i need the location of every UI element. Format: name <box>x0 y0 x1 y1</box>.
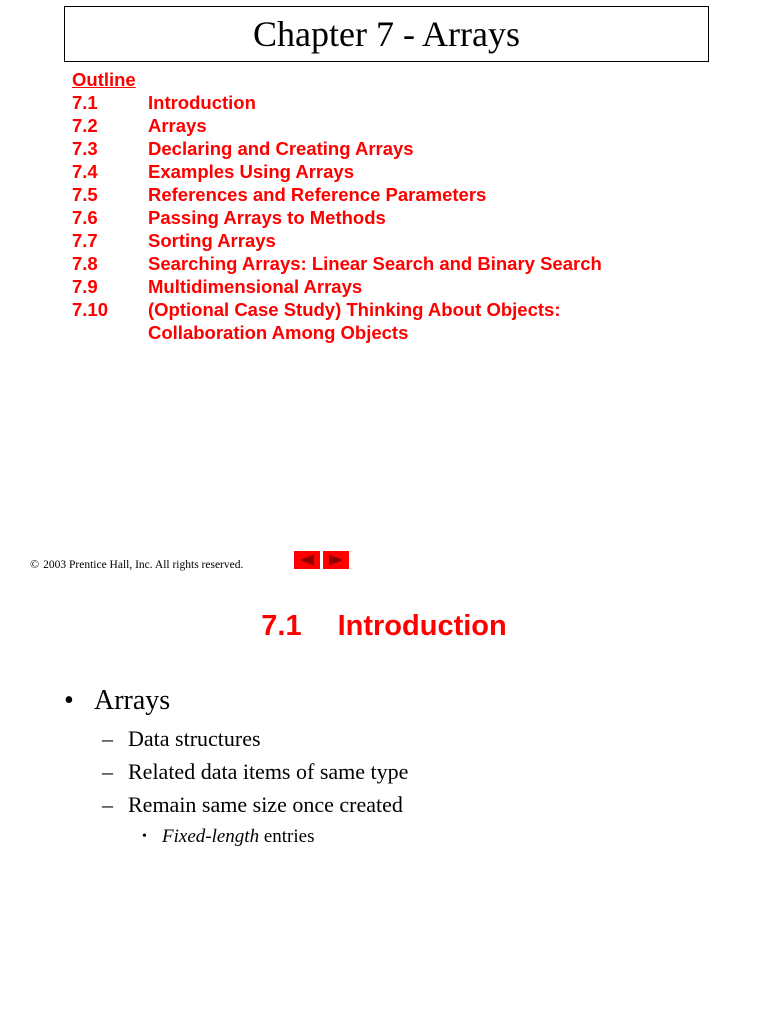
outline-item-label: Passing Arrays to Methods <box>148 207 386 228</box>
outline-item-label: Examples Using Arrays <box>148 161 354 182</box>
sub-bullet-text: Remain same size once created <box>128 792 403 817</box>
outline-item[interactable] <box>72 91 602 114</box>
outline-item[interactable] <box>72 252 602 275</box>
bullet-list <box>64 684 408 853</box>
dash-bullet-icon: – <box>102 726 113 751</box>
plain-text: entries <box>259 826 315 847</box>
sub-bullet-text: Related data items of same type <box>128 759 409 784</box>
left-arrow-icon <box>299 554 315 566</box>
next-slide-button[interactable] <box>323 551 349 569</box>
outline-item-number: 7.10 <box>72 299 109 320</box>
sub-sub-bullet-item <box>142 821 408 853</box>
previous-slide-button[interactable] <box>294 551 320 569</box>
outline-list <box>72 68 602 344</box>
outline-item[interactable] <box>72 137 602 160</box>
outline-item[interactable] <box>72 114 602 137</box>
outline-item[interactable] <box>72 183 602 206</box>
outline-item-label: Collaboration Among Objects <box>148 322 409 343</box>
outline-item-label: Searching Arrays: Linear Search and Binary Search <box>148 253 602 274</box>
slide-navigation <box>294 551 349 569</box>
outline-item-label: Arrays <box>148 115 207 136</box>
right-arrow-icon <box>328 554 344 566</box>
bullet-dot-icon: • <box>142 829 147 844</box>
copyright-icon: © <box>30 557 40 571</box>
outline-item-number <box>72 321 148 344</box>
chapter-title-box <box>64 6 709 62</box>
outline-item-number: 7.9 <box>72 276 98 297</box>
outline-item-number: 7.7 <box>72 230 98 251</box>
outline-item-number: 7.4 <box>72 161 98 182</box>
sub-bullet-text: Data structures <box>128 726 261 751</box>
outline-item-label: (Optional Case Study) Thinking About Objects: <box>148 299 561 320</box>
copyright-text: 2003 Prentice Hall, Inc. All rights reserved. <box>43 558 244 571</box>
outline-item-label: Multidimensional Arrays <box>148 276 363 297</box>
sub-bullet-item <box>102 755 408 788</box>
dash-bullet-icon: – <box>102 759 113 784</box>
outline-item[interactable] <box>72 229 602 252</box>
outline-item-label: References and Reference Parameters <box>148 184 487 205</box>
dash-bullet-icon: – <box>102 792 113 817</box>
outline-heading[interactable]: Outline <box>72 69 136 90</box>
outline-item[interactable] <box>72 160 602 183</box>
outline-item-number: 7.8 <box>72 253 98 274</box>
outline-item[interactable] <box>72 298 602 321</box>
sub-bullet-item <box>102 788 408 821</box>
outline-item-number: 7.2 <box>72 115 98 136</box>
outline-item[interactable] <box>72 206 602 229</box>
chapter-title: Chapter 7 - Arrays <box>253 14 520 54</box>
sub-sub-bullet-text <box>162 821 314 853</box>
outline-item-label: Introduction <box>148 92 256 113</box>
sub-bullet-item <box>102 722 408 755</box>
section-number: 7.1 <box>261 610 302 642</box>
outline-item-number: 7.6 <box>72 207 98 228</box>
outline-item[interactable] <box>72 275 602 298</box>
emphasis-text: Fixed-length <box>162 826 260 847</box>
bullet-dot-icon: • <box>64 685 74 716</box>
outline-item-label: Sorting Arrays <box>148 230 276 251</box>
outline-item-number: 7.5 <box>72 184 98 205</box>
bullet-text: Arrays <box>94 685 171 716</box>
outline-item-number: 7.3 <box>72 138 98 159</box>
section-title: Introduction <box>337 610 507 642</box>
outline-item-continuation[interactable] <box>72 321 602 344</box>
section-heading <box>0 610 768 643</box>
outline-item-label: Declaring and Creating Arrays <box>148 138 414 159</box>
outline-item-number: 7.1 <box>72 92 98 113</box>
copyright-notice <box>30 557 243 572</box>
bullet-item <box>64 684 408 718</box>
